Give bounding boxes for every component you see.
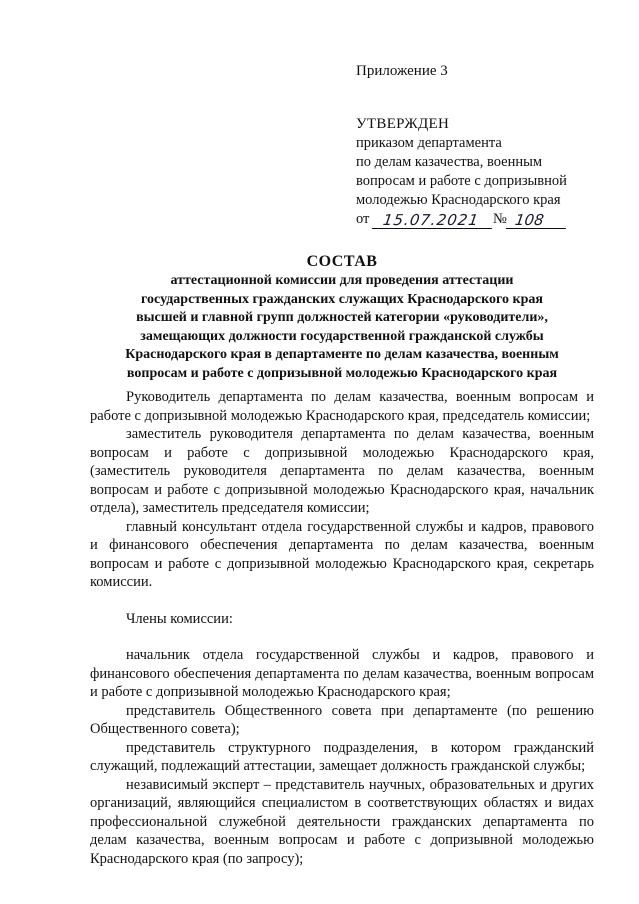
document-body <box>90 388 594 868</box>
approval-line: приказом департамента <box>356 135 502 151</box>
title-line: вопросам и работе с допризывной молодежью Краснодарского края <box>126 365 558 381</box>
number-label: № <box>493 211 507 227</box>
approval-line: вопросам и работе с допризывной <box>356 173 567 189</box>
leader-paragraph: Руководитель департамента по делам казачества, военным вопросам и работе с допризывной молодежью Краснодарского края, председатель комиссии; <box>90 389 594 424</box>
leader-paragraph: заместитель руководителя департамента по делам казачества, военным вопросам и работе с допризывной молодежью Краснодарского края, (заместитель руководителя департамента по делам казачества, военным вопросам и работе с допризывной молодежью Краснодарского края, начальник отдела), заместитель председателя комиссии; <box>90 426 594 516</box>
leader-paragraph: главный консультант отдела государственной службы и кадров, правового и финансового обеспечения департамента по делам казачества, военным вопросам и работе с допризывной молодежью Краснодарского края, секретарь комиссии. <box>90 518 594 590</box>
member-paragraph: представитель Общественного совета при департаменте (по решению Общественного совета); <box>90 702 594 737</box>
document-title <box>90 252 594 384</box>
approval-block <box>356 115 616 229</box>
approval-line: по делам казачества, военным <box>356 154 543 170</box>
title-line: высшей и главной групп должностей категории «руководители», <box>136 310 548 326</box>
from-label: от <box>356 211 370 227</box>
title-line: Краснодарского края в департаменте по делам казачества, военным <box>125 347 559 363</box>
approved-heading: УТВЕРЖДЕН <box>356 116 450 132</box>
title-line: государственных гражданских служащих Краснодарского края <box>141 291 543 307</box>
attachment-label: Приложение 3 <box>356 63 448 79</box>
members-heading: Члены комиссии: <box>126 610 233 627</box>
title-line: аттестационной комиссии для проведения аттестации <box>170 273 514 288</box>
member-paragraph: начальник отдела государственной службы и кадров, правового и финансового обеспечения департамента по делам казачества, военным вопросам и работе с допризывной молодежью Краснодарского края; <box>90 647 594 700</box>
member-paragraph: независимый эксперт – представитель научных, образовательных и других организаций, являющийся специалистом в соответствующих областях и видах профессиональной служебной деятельности гражданских департамента по делам казачества, военным вопросам и работе с допризывной молодежью Краснодарского края (по запросу); <box>90 776 594 867</box>
handwritten-number: 108 <box>506 212 568 229</box>
member-paragraph: представитель структурного подразделения, в котором гражданский служащий, подлежащий аттестации, замещает должность гражданской службы; <box>90 739 594 774</box>
approval-line: молодежью Краснодарского края <box>356 192 561 208</box>
title-line: замещающих должности государственной гражданской службы <box>140 328 544 344</box>
order-date-number <box>356 210 616 229</box>
handwritten-date: 15.07.2021 <box>372 212 494 229</box>
title-main: СОСТАВ <box>306 253 378 270</box>
